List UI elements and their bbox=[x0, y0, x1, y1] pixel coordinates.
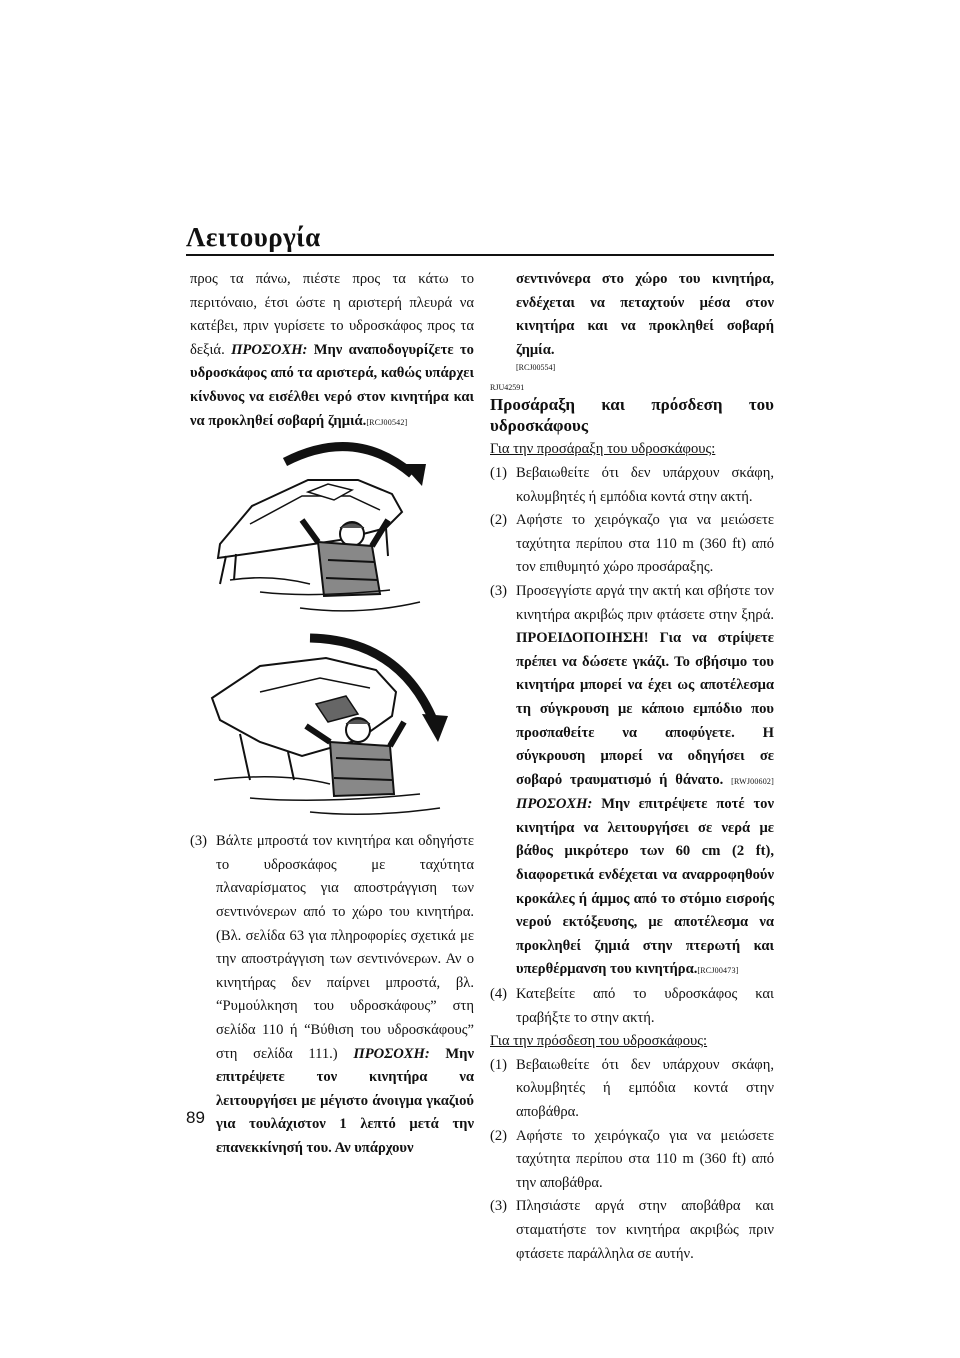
right-column bbox=[490, 268, 774, 1266]
step-3-start-engine bbox=[190, 830, 474, 1160]
page-number: 89 bbox=[186, 1108, 205, 1127]
header-rule bbox=[186, 254, 774, 256]
continued-caution bbox=[490, 268, 774, 374]
caution-label: ΠΡΟΣΟΧΗ: bbox=[353, 1045, 430, 1062]
righting-watercraft-figure bbox=[190, 434, 474, 628]
warning-text: Για να στρίψετε πρέπει να δώσετε γκάζι. Το σβήσιμο του κινητήρα μπορεί να έχει ως αποτέλεσμα τη σύγκρουση με κάποιο εμπόδιο που προσπαθείτε να αποφύγετε. Η σύγκρουση μπορεί να οδηγήσει σε σοβαρό τραυματισμό ή θάνατο. bbox=[516, 630, 775, 788]
watercraft-rolling-figure bbox=[190, 630, 474, 824]
caution-text: Μην επιτρέψετε ποτέ τον κινητήρα να λειτουργήσει σε νερά με βάθος μικρότερο των 60 cm (2 ft), διαφορετικά ενδέχεται να αναρροφηθούν κροκάλες ή άμμος από το στόμιο εισροής νερού εκτόξευσης, με αποτέλεσμα να προκληθεί ζημιά στην πτερωτή και υπερθέρμανση του κινητήρα. bbox=[516, 796, 774, 978]
reference-code: [RCJ00473] bbox=[697, 966, 739, 976]
subheading-beaching: Για την προσάραξη του υδροσκάφους: bbox=[490, 441, 716, 458]
moor-step-2 bbox=[490, 1125, 774, 1196]
beach-step-4 bbox=[490, 983, 774, 1030]
step-number: (1) bbox=[490, 1056, 508, 1073]
reference-code: [RCJ00554] bbox=[516, 363, 556, 373]
step-number: (4) bbox=[490, 986, 508, 1003]
step-text: Βεβαιωθείτε ότι δεν υπάρχουν σκάφη, κολυμβητές ή εμπόδια κοντά στην αποβάθρα. bbox=[516, 1056, 774, 1120]
moor-step-1 bbox=[490, 1054, 774, 1125]
step-number: (3) bbox=[190, 833, 208, 850]
section-code: RJU42591 bbox=[490, 383, 525, 393]
step-text: Πλησιάστε αργά στην αποβάθρα και σταματήστε τον κινητήρα ακριβώς πριν φτάσετε παράλληλα σε αυτήν. bbox=[516, 1198, 774, 1262]
intro-text: προς τα πάνω, πιέστε προς τα κάτω το περιτόναιο, έτσι ώστε η αριστερή πλευρά να κατέβει, πριν γυρίσετε το υδροσκάφος προς τα δεξιά. bbox=[190, 271, 474, 358]
section-title: Προσάραξη και πρόσδεση του υδροσκάφους bbox=[490, 395, 774, 436]
subheading-mooring: Για την πρόσδεση του υδροσκάφους: bbox=[490, 1033, 708, 1050]
beach-step-1 bbox=[490, 462, 774, 509]
beach-step-2 bbox=[490, 509, 774, 580]
caution-label: ΠΡΟΣΟΧΗ: bbox=[231, 341, 308, 358]
illustration-righting-watercraft bbox=[190, 434, 474, 628]
reference-code: [RWJ00602] bbox=[731, 776, 774, 786]
page-header-title: Λειτουργία bbox=[186, 222, 321, 252]
step-text: Βεβαιωθείτε ότι δεν υπάρχουν σκάφη, κολυμβητές ή εμπόδια κοντά στην ακτή. bbox=[516, 464, 774, 505]
caution-continued-text: σεντινόνερα στο χώρο του κινητήρα, ενδέχεται να πεταχτούν μέσα στον κινητήρα και να προκληθεί σοβαρή ζημία. bbox=[516, 271, 774, 358]
caution-label: ΠΡΟΣΟΧΗ: bbox=[516, 796, 593, 813]
reference-code: [RCJ00542] bbox=[366, 417, 408, 427]
caution-text: Μην επιτρέψετε τον κινητήρα να λειτουργήσει με μέγιστο άνοιγμα γκαζιού για τουλάχιστον 1 λεπτό μετά την επανεκκίνησή του. Αν υπάρχουν bbox=[216, 1045, 474, 1156]
step-body bbox=[516, 580, 774, 983]
step-text: Προσεγγίστε αργά την ακτή και σβήστε τον κινητήρα ακριβώς πριν φτάσετε στην ξηρά. bbox=[516, 582, 774, 623]
illustration-watercraft-rolling bbox=[190, 630, 474, 824]
step-number: (2) bbox=[490, 1127, 508, 1144]
step-number: (1) bbox=[490, 464, 508, 481]
caution-text: Μην αναποδογυρίζετε το υδροσκάφος από τα αριστερά, καθώς υπάρχει κίνδυνος να εισέλθει νερό στον κινητήρα και να προκληθεί σοβαρή ζημιά. bbox=[190, 341, 474, 429]
left-column bbox=[190, 268, 474, 1160]
intro-paragraph bbox=[190, 268, 474, 434]
moor-step-3 bbox=[490, 1195, 774, 1266]
warning-label: ΠΡΟΕΙΔΟΠΟΙΗΣΗ! bbox=[516, 630, 649, 647]
step-body bbox=[216, 830, 474, 1160]
step-text: Αφήστε το χειρόγκαζο για να μειώσετε ταχύτητα περίπου στα 110 m (360 ft) από την αποβάθρα. bbox=[516, 1127, 774, 1191]
step-number: (2) bbox=[490, 512, 508, 529]
step-number: (3) bbox=[490, 1198, 508, 1215]
step-text: Αφήστε το χειρόγκαζο για να μειώσετε ταχύτητα περίπου στα 110 m (360 ft) από τον επιθυμητό χώρο προσάραξης. bbox=[516, 512, 774, 576]
step-text: Κατεβείτε από το υδροσκάφος και τραβήξτε το στην ακτή. bbox=[516, 986, 774, 1026]
step-number: (3) bbox=[490, 582, 508, 599]
beach-step-3 bbox=[490, 580, 774, 983]
step-text: Βάλτε μπροστά τον κινητήρα και οδηγήστε το υδροσκάφος με ταχύτητα πλαναρίσματος για αποστράγγιση των σεντινόνερων από το χώρο του κινητήρα. (Βλ. σελίδα 63 για πληροφορίες σχετικά με την αποστράγγιση των σεντινόνερων. Αν ο κινητήρας δεν παίρνει μπροστά, βλ. “Ρυμούλκηση του υδροσκάφους” στη σελίδα 110 ή “Βύθιση του υδροσκάφους” στη σελίδα 111.) bbox=[216, 833, 474, 1062]
